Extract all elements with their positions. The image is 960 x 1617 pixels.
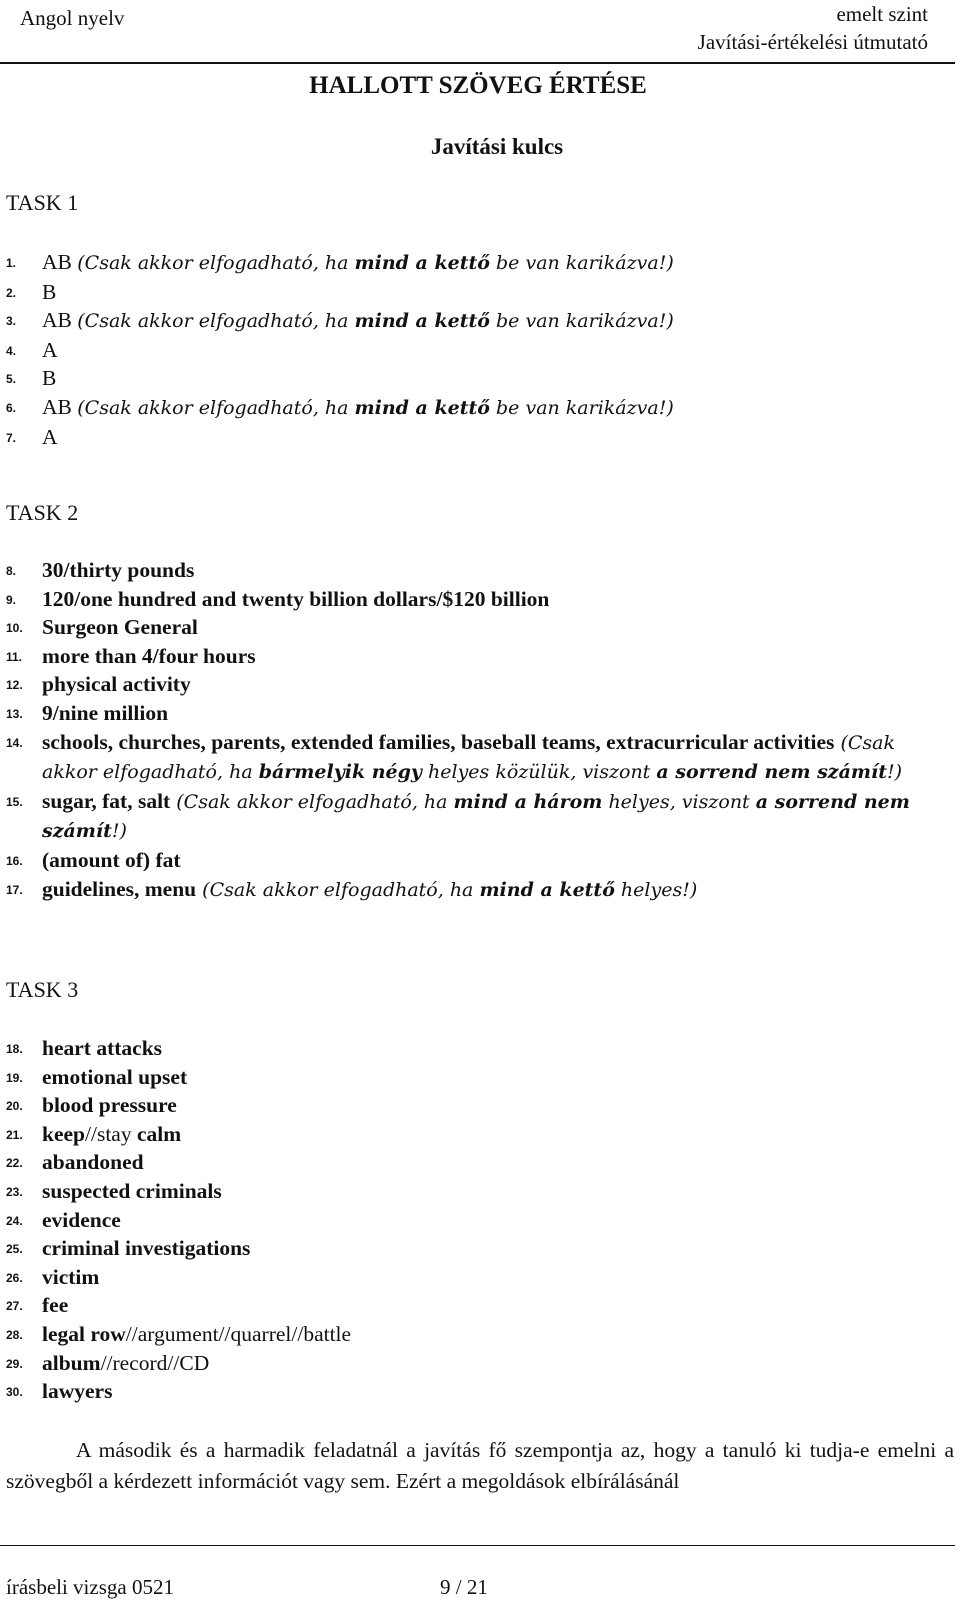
item-answer: sugar, fat, salt xyxy=(42,788,171,813)
item-note xyxy=(77,310,674,332)
note-bold: mind a három xyxy=(453,790,603,813)
list-item xyxy=(0,248,950,278)
item-number: 19. xyxy=(6,1070,23,1085)
item-answer: 30/thirty pounds xyxy=(42,558,195,582)
item-number: 7. xyxy=(6,430,17,445)
list-item xyxy=(0,1120,950,1149)
item-number: 3. xyxy=(6,314,17,329)
header-doc-type: Javítási-értékelési útmutató xyxy=(697,30,928,54)
instruction-paragraph xyxy=(6,1435,954,1497)
page-subtitle: Javítási kulcs xyxy=(430,134,564,159)
list-item xyxy=(0,846,950,875)
item-answer: B xyxy=(42,366,57,391)
list-item xyxy=(0,336,950,365)
note-bold-2: a sorrend nem számít xyxy=(656,761,888,784)
list-item xyxy=(0,1063,950,1092)
item-number: 21. xyxy=(6,1127,23,1142)
item-number: 22. xyxy=(6,1156,23,1171)
list-item xyxy=(0,787,950,846)
item-number: 1. xyxy=(6,256,17,270)
list-item xyxy=(0,1206,950,1235)
item-number: 8. xyxy=(6,564,17,578)
note-text: (Csak akkor elfogadható, ha xyxy=(77,310,355,333)
item-number: 15. xyxy=(6,794,23,809)
footer-exam-code: írásbeli vizsga 0521 xyxy=(6,1575,174,1599)
item-answer: more than 4/four hours xyxy=(42,643,256,668)
item-answer: suspected criminals xyxy=(42,1178,222,1203)
note-end: helyes!) xyxy=(614,878,698,901)
list-item xyxy=(0,875,950,905)
item-number: 24. xyxy=(6,1213,23,1228)
list-item xyxy=(0,1177,950,1206)
list-item xyxy=(0,1091,950,1120)
item-answer: A xyxy=(42,424,58,449)
footer-page-number: 9 / 21 xyxy=(440,1575,488,1599)
item-number: 18. xyxy=(6,1042,23,1056)
task3-list xyxy=(0,1034,950,1406)
item-note xyxy=(196,879,697,901)
note-bold-2: a sorrend nem számít xyxy=(42,790,910,843)
list-item xyxy=(0,1377,950,1406)
item-answer: criminal investigations xyxy=(42,1236,251,1261)
note-text: (Csak akkor elfogadható, ha xyxy=(42,731,896,784)
note-text: (Csak akkor elfogadható, ha xyxy=(170,790,454,813)
item-number: 17. xyxy=(6,882,23,897)
note-end: be van karikázva!) xyxy=(489,310,674,333)
item-answer: fee xyxy=(42,1293,69,1318)
item-answer: lawyers xyxy=(42,1379,113,1404)
item-answer: AB xyxy=(42,394,72,419)
item-number: 5. xyxy=(6,372,17,387)
note-end: !) xyxy=(887,761,903,784)
item-number: 28. xyxy=(6,1327,23,1342)
item-answer-alt: //stay xyxy=(85,1121,137,1146)
item-answer-main: album xyxy=(42,1350,101,1375)
item-number: 4. xyxy=(6,343,17,358)
item-answer-alt: //argument//quarrel//battle xyxy=(125,1321,352,1346)
item-answer: victim xyxy=(42,1264,100,1289)
item-number: 16. xyxy=(6,853,23,868)
item-number: 30. xyxy=(6,1385,23,1400)
item-number: 11. xyxy=(6,649,23,664)
note-end: !) xyxy=(111,820,127,843)
item-answer: blood pressure xyxy=(42,1093,177,1118)
list-item xyxy=(0,393,950,423)
list-item xyxy=(0,306,950,336)
note-text: (Csak akkor elfogadható, ha xyxy=(77,252,355,274)
item-answer: 9/nine million xyxy=(42,700,169,725)
item-number: 6. xyxy=(6,400,17,415)
item-number: 20. xyxy=(6,1099,23,1114)
item-answer: 120/one hundred and twenty billion dollars/$120 billion xyxy=(42,586,550,611)
list-item xyxy=(0,1234,950,1263)
item-number: 29. xyxy=(6,1356,23,1371)
task2-heading: TASK 2 xyxy=(6,500,79,525)
item-number: 23. xyxy=(6,1184,23,1199)
note-text: (Csak akkor elfogadható, ha xyxy=(77,396,355,419)
list-item xyxy=(0,1349,950,1378)
note-mid: helyes közülük, viszont xyxy=(421,761,657,784)
header-right xyxy=(698,0,928,56)
item-answer: heart attacks xyxy=(42,1036,163,1060)
item-answer: guidelines, menu xyxy=(42,876,197,901)
item-answer: abandoned xyxy=(42,1150,144,1175)
item-answer: A xyxy=(42,337,58,362)
item-number: 2. xyxy=(6,285,17,300)
note-bold: bármelyik négy xyxy=(258,761,422,784)
task3-heading: TASK 3 xyxy=(6,977,79,1002)
note-end: be van karikázva!) xyxy=(489,396,674,419)
item-answer: (amount of) fat xyxy=(42,847,181,872)
list-item xyxy=(0,642,950,671)
item-answer: Surgeon General xyxy=(42,615,198,640)
list-item xyxy=(0,1291,950,1320)
item-number: 25. xyxy=(6,1242,23,1257)
list-item xyxy=(0,1263,950,1292)
footer-rule xyxy=(0,1545,955,1546)
list-item xyxy=(0,585,950,614)
item-answer: B xyxy=(42,279,57,304)
header-rule xyxy=(0,62,955,64)
item-answer-main: legal row xyxy=(42,1321,126,1346)
item-answer: physical activity xyxy=(42,672,191,697)
item-number: 13. xyxy=(6,706,23,721)
item-answer: AB xyxy=(42,308,72,333)
header-level: emelt szint xyxy=(836,2,928,26)
note-text: (Csak akkor elfogadható, ha xyxy=(196,878,480,901)
item-note xyxy=(42,788,910,843)
list-item xyxy=(0,278,950,307)
item-answer: emotional upset xyxy=(42,1064,188,1089)
task2-list xyxy=(0,556,950,904)
note-end: be van karikázva!) xyxy=(489,252,674,274)
list-item xyxy=(0,364,950,393)
item-answer: AB xyxy=(42,250,72,274)
list-item xyxy=(0,728,950,787)
note-bold: mind a kettő xyxy=(354,396,490,419)
list-item xyxy=(0,613,950,642)
list-item xyxy=(0,699,950,728)
list-item xyxy=(0,670,950,699)
page-title: HALLOTT SZÖVEG ÉRTÉSE xyxy=(309,72,647,99)
item-number: 27. xyxy=(6,1299,23,1314)
item-answer-alt: //record//CD xyxy=(100,1350,210,1375)
list-item xyxy=(0,1320,950,1349)
note-mid: helyes, viszont xyxy=(602,790,756,813)
item-number: 12. xyxy=(6,678,23,693)
task1-heading: TASK 1 xyxy=(6,190,79,215)
list-item xyxy=(0,1034,950,1063)
paragraph-text: A második és a harmadik feladatnál a javítás fő szempontja az, hogy a tanuló ki tudja-e emelni a szövegből a kérdezett információt vagy sem. Ezért a megoldások elbírálásánál xyxy=(6,1438,954,1493)
list-item xyxy=(0,556,950,585)
task1-list xyxy=(0,248,950,451)
note-bold: mind a kettő xyxy=(354,310,490,333)
item-answer: evidence xyxy=(42,1207,121,1232)
item-answer-main: keep xyxy=(42,1121,85,1146)
note-bold: mind a kettő xyxy=(479,878,615,901)
item-number: 14. xyxy=(6,735,23,750)
item-note xyxy=(77,252,674,274)
item-number: 10. xyxy=(6,621,23,636)
note-bold: mind a kettő xyxy=(354,252,490,274)
item-number: 26. xyxy=(6,1270,23,1285)
item-number: 9. xyxy=(6,592,17,607)
list-item xyxy=(0,1148,950,1177)
header-subject: Angol nyelv xyxy=(20,6,125,30)
item-answer-end: calm xyxy=(136,1121,182,1146)
item-answer: schools, churches, parents, extended families, baseball teams, extracurricular activities xyxy=(42,729,835,754)
list-item xyxy=(0,423,950,452)
item-note xyxy=(77,397,674,419)
